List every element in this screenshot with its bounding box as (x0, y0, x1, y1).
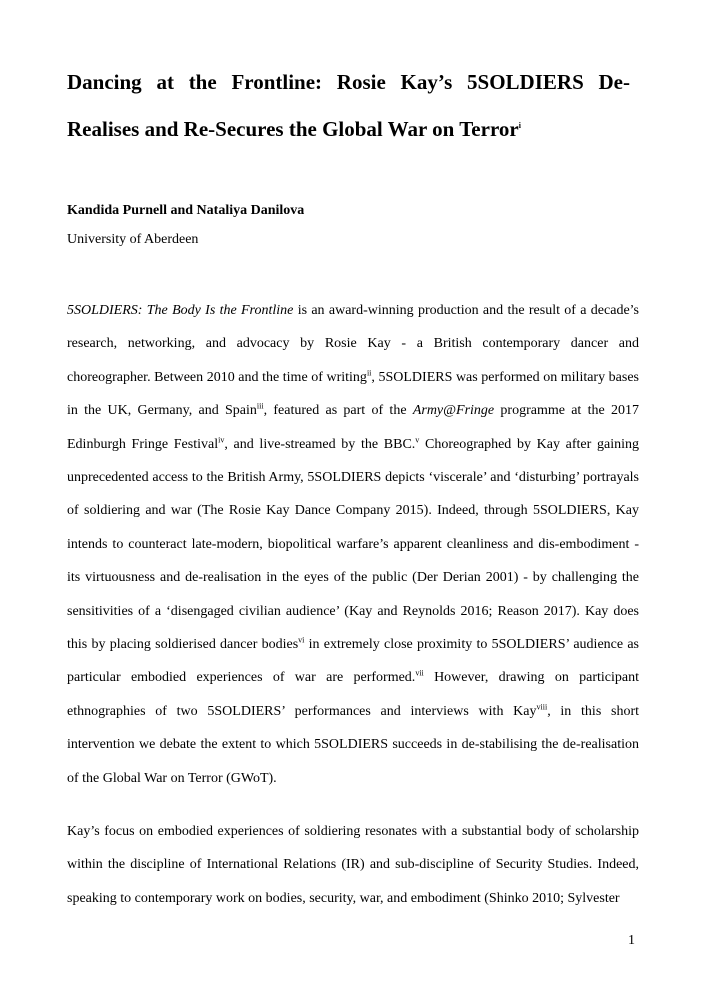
page-number: 1 (628, 933, 635, 948)
production-title: 5SOLDIERS: The Body Is the Frontline (67, 303, 294, 318)
body-paragraph-1: 5SOLDIERS: The Body Is the Frontline is an award-winning production and the result of a decade’s research, networking, and advocacy by Rosie Kay - a British contemporary dancer and choreographer. Between 2010 and the time of writing$^{ii}$, 5SOLDIERS was performed on military bases in the UK, Germany, and Spain$^{iii}$, featured as part of the Army@Fringe programme at the 2017 Edinburgh Fringe Festival$^{iv}$, and live-streamed by the BBC.$^v$ Choreographed by Kay after gaining unprecedented access to the British Army, 5SOLDIERS depicts ‘viscerale’ and ‘disturbing’ portrayals of soldiering and war (The Rosie Kay Dance Company 2015). Indeed, through 5SOLDIERS, Kay intends to counteract late-modern, biopolitical warfare’s apparent cleanliness and dis-embodiment - its virtuousness and de-realisation in the eyes of the public (Der Derian 2001) - by challenging the sensitivities of a ‘disengaged civilian audience’ (Kay and Reynolds 2016; Reason 2017). Kay does this by placing soldierised dancer bodies$^{vi}$ in extremely close proximity to 5SOLDIERS’ audience as particular embodied experiences of war are performed.$^{vii}$ However, drawing on participant ethnographies of two 5SOLDIERS’ performances and interviews with Kay$^{viii}$, in this short intervention we debate the extent to which 5SOLDIERS succeeds in de-stabilising the de-realisation of the Global War on Terror (GWoT). (67, 303, 640, 786)
title-endnote-marker[interactable]: i (518, 121, 521, 130)
author-names: Kandida Purnell and Nataliya Danilova (67, 203, 305, 218)
paper-title-line-1: Dancing at the Frontline: Rosie Kay’s 5SOLDIERS De- (67, 70, 630, 94)
paper-title-line-2: Realises and Re-Secures the Global War on Terror$^i$ (67, 117, 521, 141)
author-affiliation: University of Aberdeen (67, 232, 199, 247)
endnote-marker[interactable]: viii (536, 702, 548, 712)
programme-title: Army@Fringe (412, 403, 495, 419)
body-paragraph-2: Kay’s focus on embodied experiences of soldiering resonates with a substantial body of scholarship within the discipline of International Relations (IR) and sub-discipline of Security Studies. Indeed, speaking to contemporary work on bodies, security, war, and embodiment (Shinko 2010; Sylvester (67, 824, 639, 906)
endnote-marker[interactable]: v (415, 434, 420, 444)
endnote-marker[interactable]: iii (256, 401, 264, 411)
endnote-marker[interactable]: iv (218, 434, 225, 444)
endnote-marker[interactable]: vi (298, 635, 305, 645)
endnote-marker[interactable]: vii (415, 668, 424, 678)
endnote-marker[interactable]: ii (366, 368, 372, 378)
